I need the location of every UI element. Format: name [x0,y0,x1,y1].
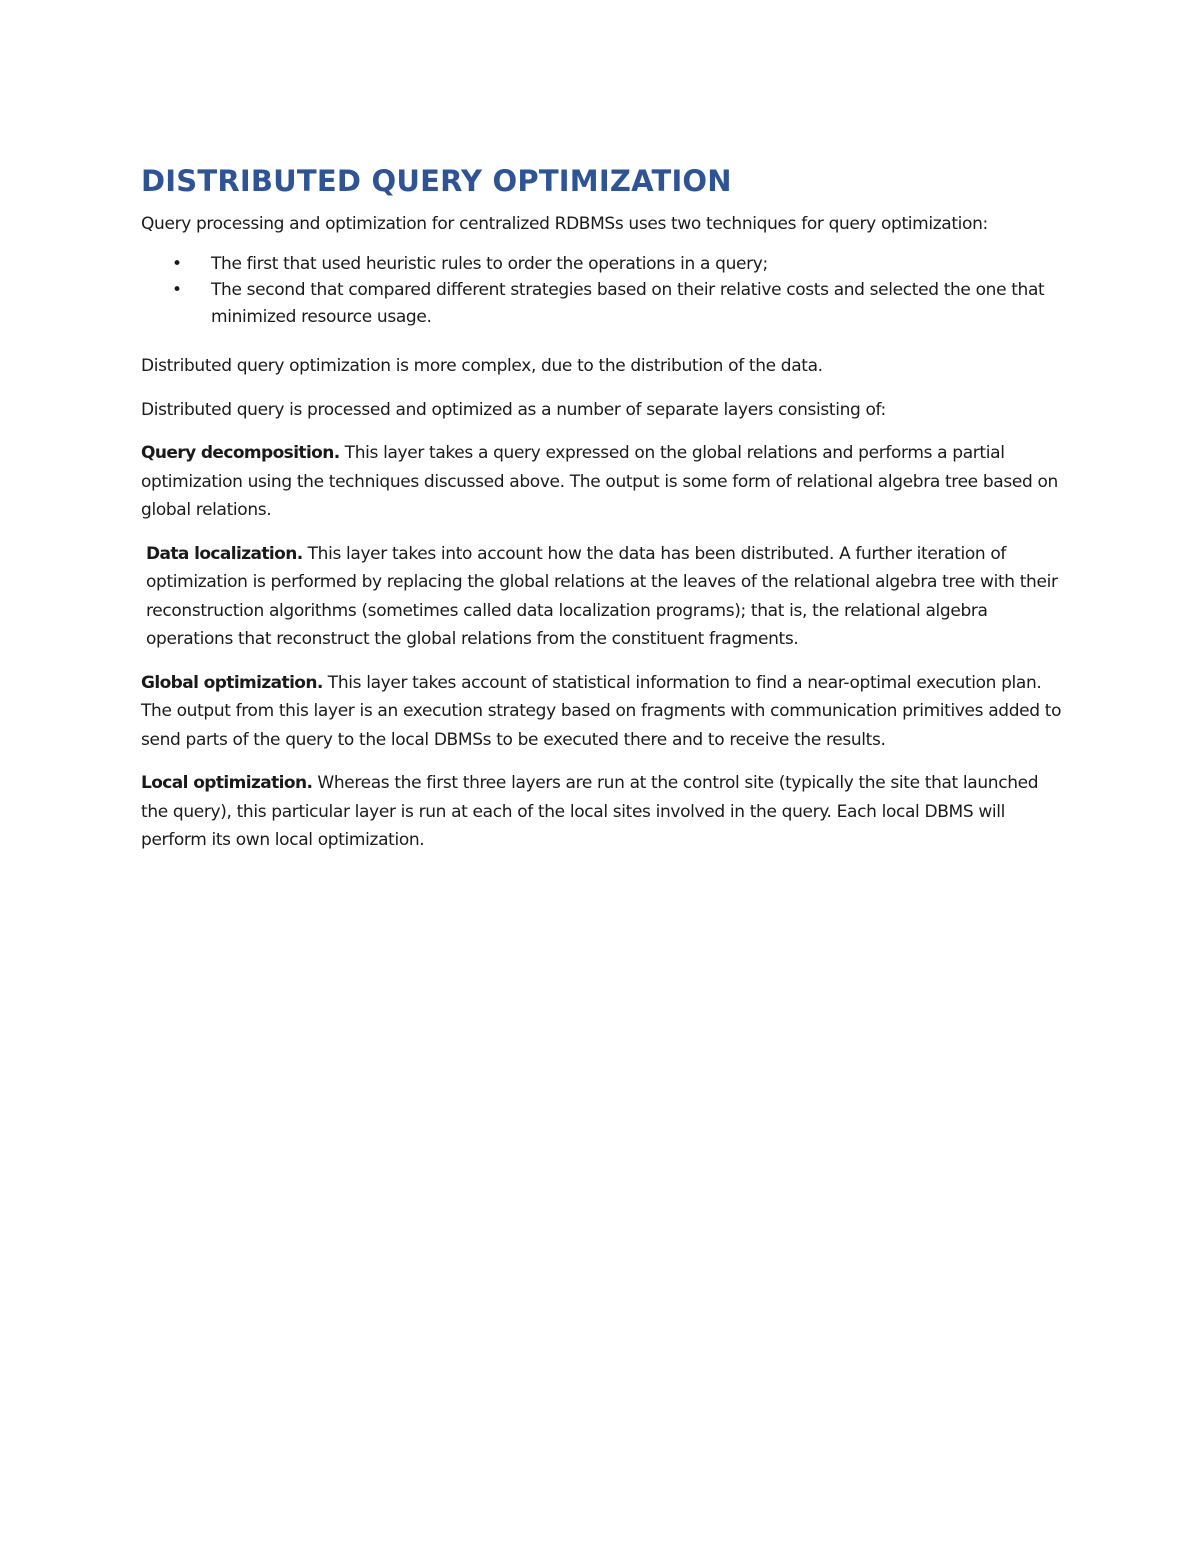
section-global-optimization [141,669,1066,755]
section-text: Whereas the first three layers are run at the control site (typically the site that launched the query), this particular layer is run at each of the local sites involved in the query. Each local DBMS will perform its own local optimization. [141,773,1039,850]
list-item-text: The first that used heuristic rules to order the operations in a query; [211,253,768,274]
list-item [141,251,1066,278]
document-page [141,160,1066,870]
intro-paragraph: Query processing and optimization for centralized RDBMSs uses two techniques for query optimization: [141,214,988,234]
techniques-list [141,251,1066,331]
section-data-localization [141,540,1066,654]
section-text: This layer takes a query expressed on the global relations and performs a partial optimization using the techniques discussed above. The output is some form of relational algebra tree based on global relations. [141,443,1058,520]
section-text: This layer takes account of statistical information to find a near-optimal execution plan. The output from this layer is an execution strategy based on fragments with communication primitives added to send parts of the query to the local DBMSs to be executed there and to receive the results. [141,672,1062,750]
document-title: DISTRIBUTED QUERY OPTIMIZATION [141,164,732,198]
bullet-icon: • [172,253,182,274]
section-term: Data localization. [146,543,303,564]
section-query-decomposition [141,439,1066,525]
layers-intro-paragraph: Distributed query is processed and optimized as a number of separate layers consisting of: [141,399,886,420]
complexity-paragraph: Distributed query optimization is more complex, due to the distribution of the data. [141,356,823,376]
section-text: This layer takes into account how the data has been distributed. A further iteration of optimization is performed by replacing the global relations at the leaves of the relational algebra tree with their reconstruction algorithms (sometimes called data localization programs); that is, the relational algebra operations that reconstruct the global relations from the constituent fragments. [146,543,1058,649]
bullet-icon: • [172,280,182,300]
section-term: Local optimization. [141,773,313,793]
list-item-text: The second that compared different strategies based on their relative costs and selected the one that minimized resource usage. [211,280,1045,327]
section-term: Global optimization. [141,672,323,693]
section-local-optimization [141,769,1066,855]
section-term: Query decomposition. [141,443,340,463]
list-item [141,277,1066,330]
